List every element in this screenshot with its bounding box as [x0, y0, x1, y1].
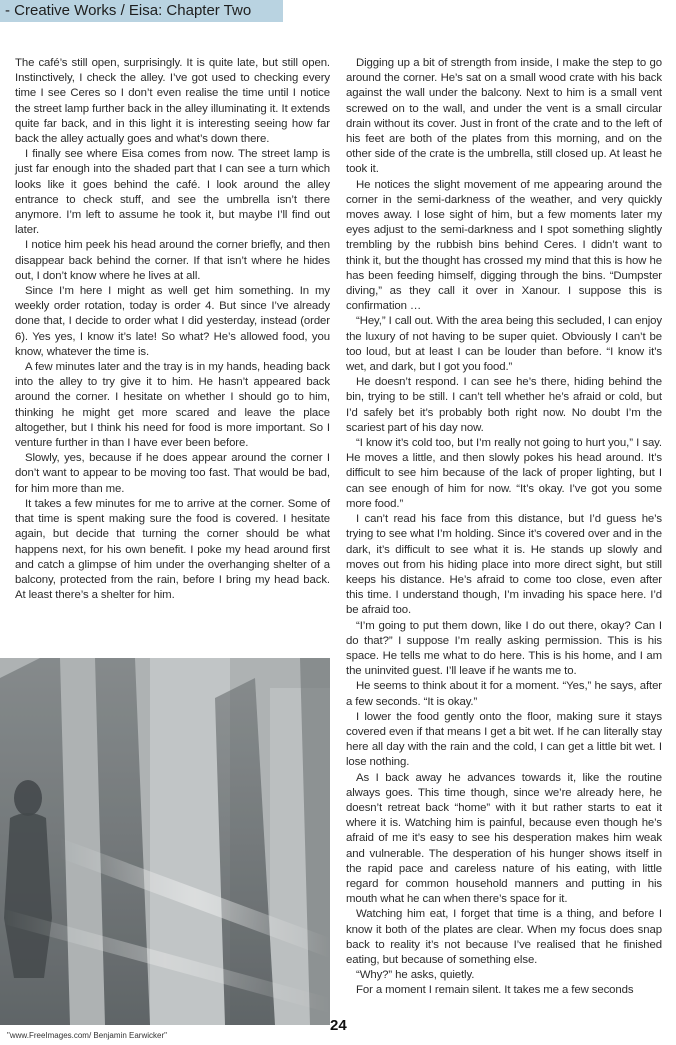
paragraph: He doesn’t respond. I can see he’s there, hiding behind the bin, trying to be still. I can’t tell whether he’s afraid or cold, but I’d safely bet it’s probably both right now. No doubt I’m the scariest part of his day now.	[346, 376, 662, 434]
paragraph: Since I’m here I might as well get him something. In my weekly order rotation, today is order 4. But since I’ve already done that, I decide to order what I did yesterday, instead (order 6). Yes yes, I know it’s late! So what? He’s allowed food, you know, whatever the time is.	[15, 285, 330, 358]
shadow-figures-image	[0, 658, 330, 1025]
left-text-column	[15, 56, 330, 603]
paragraph: It takes a few minutes for me to arrive at the corner. Some of that time is spent making sure the food is covered. I hesitate again, but decide that turning the corner should be what happens next, for his own benefit. I poke my head around first and catch a glimpse of him under the overhanging shelter of a balcony, protected from the rain, before I bring my head back. At least there’s a shelter for him.	[15, 497, 330, 602]
paragraph: “Why?” he asks, quietly.	[356, 969, 475, 982]
section-title: - Creative Works / Eisa: Chapter Two	[5, 2, 252, 19]
paragraph: I lower the food gently onto the floor, making sure it stays covered even if that means I get a bit wet. If he can literally stay here all day with the rain and the cold, I can get a little bit wet. I lose nothing.	[346, 710, 662, 769]
paragraph: I notice him peek his head around the corner briefly, and then disappear back behind the corner. If that isn’t where he hides out, I don’t know where he lives at all.	[15, 239, 330, 282]
right-text-column	[346, 56, 662, 999]
paragraph: The café’s still open, surprisingly. It is quite late, but still open. Instinctively, I check the alley. I’ve got used to checking every time I see Ceres so I don’t even realise the time until I notice the street lamp further back in the alley illuminating it. It extends quite far back, and in this light it is interesting seeing how far back the alley actually goes and what’s down there.	[15, 57, 330, 146]
page-number: 24	[330, 1017, 347, 1034]
paragraph: I can’t read his face from this distance, but I’d guess he’s trying to see what I’m holding. Since it’s covered over and in the dark, it’s difficult to see what it is. He stands up slowly and moves out from his hiding place into more direct sight, but still keeps his distance. He’s afraid to come too close, even after this time. I understand though, I’m invading his space here. I’d be afraid too.	[346, 513, 662, 617]
photo-credit: "www.FreeImages.com/ Benjamin Earwicker"	[7, 1031, 167, 1040]
paragraph: A few minutes later and the tray is in my hands, heading back into the alley to try give it to him. He hasn’t appeared back around the corner. I hesitate on whether I should go to him, thinking he might get more scared and leave the place altogether, but I think his need for food is more important. So I venture further in than I have ever been before.	[15, 361, 330, 450]
paragraph: “Hey,” I call out. With the area being this secluded, I can enjoy the luxury of not having to be super quiet. Obviously I can’t be too loud, but at least I can be louder than before. “I know it’s wet, and dark, but I got you food.”	[346, 315, 662, 374]
paragraph: “I’m going to put them down, like I do out there, okay? Can I do that?” I suppose I’m really asking permission. This is his space. He tells me what to do here. This is his home, and I am the uninvited guest. I’ll leave if he wants me to.	[346, 619, 662, 678]
paragraph: “I know it’s cold too, but I’m really not going to hurt you,” I say. He moves a little, and then slowly pokes his head around. It’s difficult to see him because of the lack of proper lighting, but I can see enough of him for now. “It’s okay. I’ve got you some more food.”	[346, 437, 662, 510]
paragraph: He notices the slight movement of me appearing around the corner in the semi-darkness of the weather, and very quickly moves away. I lose sight of him, but a few moments later my eyes adjust to the semi-darkness and I spot something slightly trembling by the rubbish bins behind Ceres. I didn’t want to think it, but the thought has crossed my mind that this is how he has been feeding himself, digging through the bins. “Dumpster diving,” as they call it over in Xanour. I suppose this is confirmation …	[346, 178, 662, 313]
paragraph: He seems to think about it for a moment. “Yes,” he says, after a few seconds. “It is okay.”	[346, 680, 662, 708]
paragraph: For a moment I remain silent. It takes me a few seconds	[356, 984, 634, 997]
shadow-photo	[0, 658, 330, 1025]
section-header-bar	[0, 0, 283, 22]
paragraph: I finally see where Eisa comes from now. The street lamp is just far enough into the shaded part that I can see a turn which looks like it goes behind the café. I look around the alley entrance to check stuff, and see the umbrella isn’t there anymore. I’m left to assume he took it, but maybe I’ll find out later.	[15, 148, 330, 237]
paragraph: Watching him eat, I forget that time is a thing, and before I know it both of the plates are clear. When my focus does snap back to reality it’s not because I’ve realised that he finished eating, but because of something else.	[346, 908, 662, 966]
paragraph: Digging up a bit of strength from inside, I make the step to go around the corner. He’s sat on a small wood crate with his back against the wall under the balcony. Next to him is a small vent screwed on to the wall, and under the vent is a small circular drain without its cover. Just in front of the crate and to the left of his feet are both of the plates from this morning, and on the other side of the crate is the umbrella, still closed up. At least he took it.	[346, 57, 662, 176]
paragraph: Slowly, yes, because if he does appear around the corner I don’t want to appear to be moving too fast. That would be bad, for him more than me.	[15, 452, 330, 495]
paragraph: As I back away he advances towards it, like the routine always goes. This time though, since we’re already here, he doesn’t retreat back “home” with it but rather starts to eat it where it is. Watching him is painful, because even though he’s afraid of me it’s easy to see his desperation makes him weak and vulnerable. The desperation of his hunger shows itself in the rapid pace and careless nature of his eating, with little regard for common household manners and putting in his mouth what he can when there’s space for it.	[346, 771, 662, 906]
